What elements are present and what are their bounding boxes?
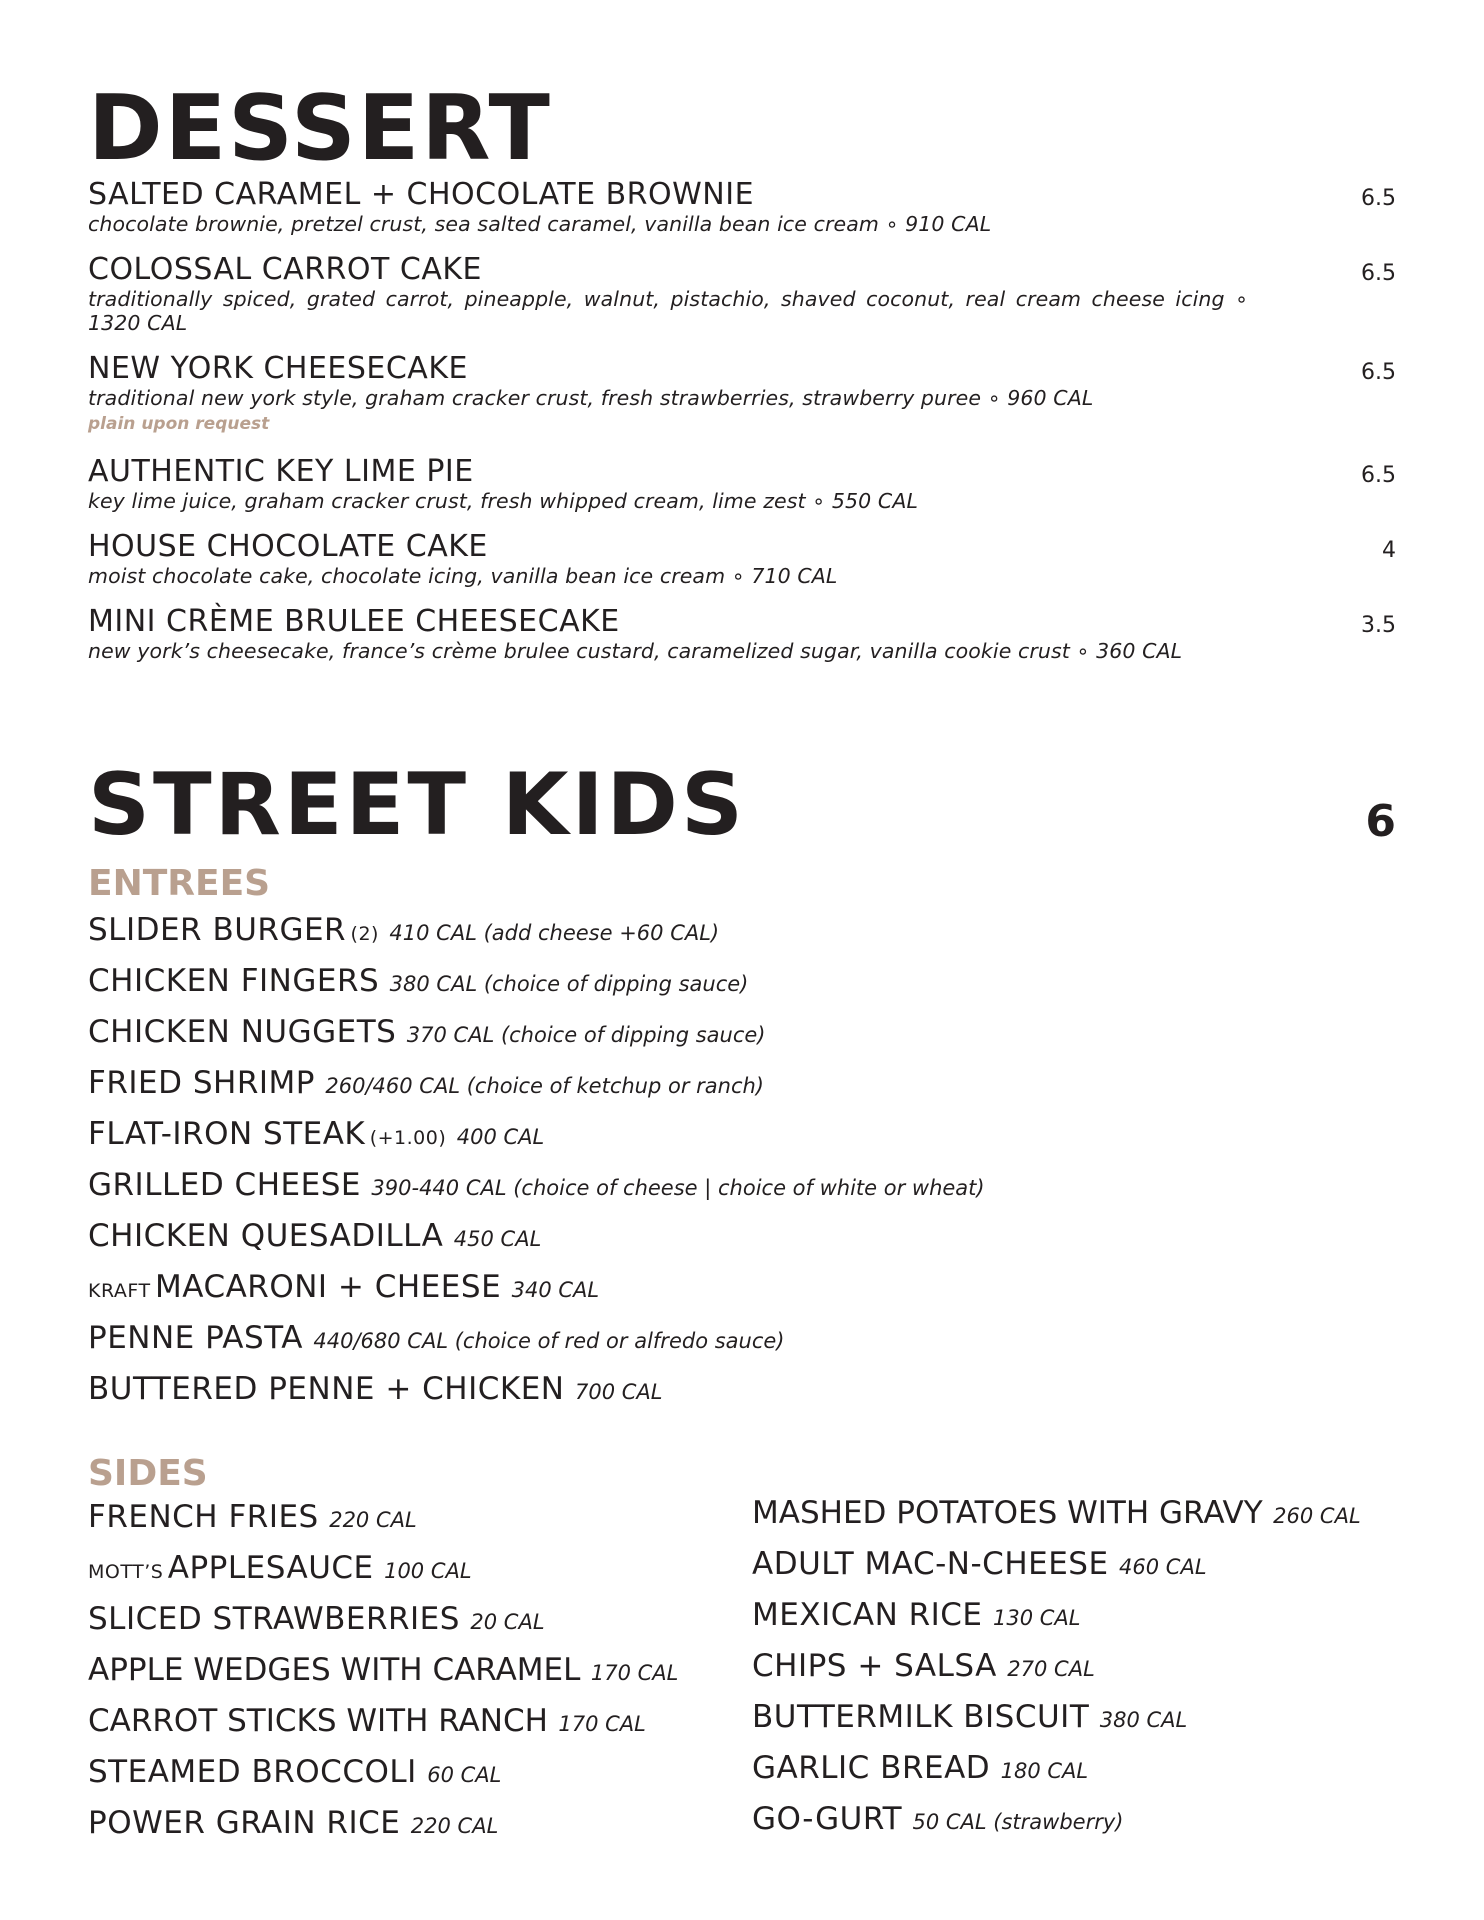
side-calories: 220 CAL <box>410 1814 499 1838</box>
dessert-name: COLOSSAL CARROT CAKE <box>88 252 482 287</box>
street-kids-price: 6 <box>1365 796 1396 847</box>
side-calories: 180 CAL <box>1000 1759 1089 1783</box>
side-name: APPLE WEDGES WITH CARAMEL <box>88 1652 581 1688</box>
dessert-name: MINI CRÈME BRULEE CHEESECAKE <box>88 604 620 639</box>
side-calories: 170 CAL <box>590 1661 679 1685</box>
side-item <box>752 1493 1361 1539</box>
entree-item <box>88 1318 785 1364</box>
side-calories: 380 CAL <box>1099 1708 1188 1732</box>
dessert-price: 3.5 <box>1361 613 1396 638</box>
entree-item <box>88 1012 765 1058</box>
menu-page <box>88 0 1396 1920</box>
dessert-item <box>88 455 1396 513</box>
entree-calories: 260/460 CAL (choice of ketchup or ranch) <box>325 1074 765 1098</box>
side-item <box>88 1752 501 1798</box>
entree-calories: 440/680 CAL (choice of red or alfredo sauce) <box>313 1329 785 1353</box>
side-brand: MOTT’S <box>88 1561 164 1583</box>
side-item <box>752 1799 1123 1845</box>
side-name: MASHED POTATOES WITH GRAVY <box>752 1495 1263 1531</box>
entree-calories: 340 CAL <box>511 1278 600 1302</box>
dessert-item <box>88 253 1396 335</box>
dessert-description: new york’s cheesecake, france’s crème brulee custard, caramelized sugar, vanilla cookie crust ∘ 360 CAL <box>88 639 1183 663</box>
entree-calories: 390-440 CAL (choice of cheese | choice of white or wheat) <box>371 1176 985 1200</box>
side-item <box>752 1544 1207 1590</box>
side-name: MEXICAN RICE <box>752 1597 983 1633</box>
dessert-item <box>88 605 1396 663</box>
side-item <box>752 1595 1080 1641</box>
dessert-name: AUTHENTIC KEY LIME PIE <box>88 454 474 489</box>
side-name: ADULT MAC-N-CHEESE <box>752 1546 1109 1582</box>
entree-name: FRIED SHRIMP <box>88 1065 315 1101</box>
dessert-name: SALTED CARAMEL + CHOCOLATE BROWNIE <box>88 177 755 212</box>
dessert-item <box>88 178 1396 236</box>
entree-calories: 400 CAL <box>456 1125 545 1149</box>
entree-name: GRILLED CHEESE <box>88 1167 361 1203</box>
side-item <box>752 1697 1187 1743</box>
entree-name: CHICKEN FINGERS <box>88 963 380 999</box>
dessert-item <box>88 530 1396 588</box>
entree-item <box>88 1369 662 1415</box>
entree-name: MACARONI + CHEESE <box>155 1269 502 1305</box>
dessert-description: moist chocolate cake, chocolate icing, vanilla bean ice cream ∘ 710 CAL <box>88 564 838 588</box>
dessert-description: traditionally spiced, grated carrot, pineapple, walnut, pistachio, shaved coconut, real cream cheese icing ∘ 1320 CAL <box>88 287 1248 335</box>
side-calories: 60 CAL <box>427 1763 502 1787</box>
side-name: CHIPS + SALSA <box>752 1648 997 1684</box>
side-item <box>88 1599 545 1645</box>
side-calories: 220 CAL <box>329 1508 417 1532</box>
dessert-name: NEW YORK CHEESECAKE <box>88 351 468 386</box>
side-name: GO-GURT <box>752 1801 903 1837</box>
dessert-price: 6.5 <box>1361 360 1396 385</box>
side-calories: 460 CAL <box>1119 1555 1207 1579</box>
entree-qualifier: (+1.00) <box>369 1127 447 1149</box>
dessert-item <box>88 352 1396 434</box>
entree-calories: 370 CAL (choice of dipping sauce) <box>406 1023 766 1047</box>
entree-calories: 410 CAL (add cheese +60 CAL) <box>389 921 720 945</box>
dessert-description: traditional new york style, graham cracker crust, fresh strawberries, strawberry puree ∘ 960 CAL <box>88 386 1094 410</box>
side-item <box>88 1701 646 1747</box>
entree-calories: 380 CAL (choice of dipping sauce) <box>389 972 749 996</box>
side-calories: 270 CAL <box>1007 1657 1095 1681</box>
dessert-price: 4 <box>1382 538 1396 563</box>
entree-item <box>88 910 719 956</box>
side-name: CARROT STICKS WITH RANCH <box>88 1703 548 1739</box>
entree-name: FLAT-IRON STEAK <box>88 1116 366 1152</box>
side-item <box>752 1748 1088 1794</box>
entree-name: PENNE PASTA <box>88 1320 303 1356</box>
entree-item <box>88 1063 764 1109</box>
side-name: POWER GRAIN RICE <box>88 1805 401 1841</box>
entree-name: CHICKEN NUGGETS <box>88 1014 397 1050</box>
side-item <box>88 1650 678 1696</box>
dessert-price: 6.5 <box>1361 186 1396 211</box>
side-item <box>88 1803 498 1849</box>
side-item <box>88 1497 417 1543</box>
side-calories: 260 CAL <box>1273 1504 1361 1528</box>
dessert-note: plain upon request <box>88 414 270 434</box>
entree-name: CHICKEN QUESADILLA <box>88 1218 444 1254</box>
sides-title: SIDES <box>88 1453 208 1494</box>
side-name: APPLESAUCE <box>167 1550 374 1586</box>
entree-name: SLIDER BURGER <box>88 912 347 948</box>
entrees-title: ENTREES <box>88 863 271 904</box>
side-calories: 170 CAL <box>558 1712 646 1736</box>
side-name: FRENCH FRIES <box>88 1499 319 1535</box>
entree-calories: 450 CAL <box>453 1227 542 1251</box>
street-kids-title: STREET KIDS <box>88 755 746 855</box>
entree-item <box>88 1267 599 1313</box>
side-name: STEAMED BROCCOLI <box>88 1754 417 1790</box>
side-calories: 50 CAL (strawberry) <box>912 1810 1124 1834</box>
entree-calories: 700 CAL <box>574 1380 663 1404</box>
dessert-price: 6.5 <box>1361 261 1396 286</box>
dessert-title: DESSERT <box>88 76 552 181</box>
dessert-name: HOUSE CHOCOLATE CAKE <box>88 529 488 564</box>
entree-item <box>88 1216 541 1262</box>
side-name: BUTTERMILK BISCUIT <box>752 1699 1090 1735</box>
entree-item <box>88 1165 985 1211</box>
dessert-description: key lime juice, graham cracker crust, fresh whipped cream, lime zest ∘ 550 CAL <box>88 489 918 513</box>
side-item <box>88 1548 472 1594</box>
dessert-price: 6.5 <box>1361 463 1396 488</box>
entree-item <box>88 1114 544 1160</box>
side-calories: 20 CAL <box>470 1610 545 1634</box>
entree-brand: KRAFT <box>88 1280 151 1302</box>
side-item <box>752 1646 1095 1692</box>
side-name: GARLIC BREAD <box>752 1750 991 1786</box>
dessert-description: chocolate brownie, pretzel crust, sea salted caramel, vanilla bean ice cream ∘ 910 CAL <box>88 212 992 236</box>
side-calories: 130 CAL <box>992 1606 1081 1630</box>
entree-name: BUTTERED PENNE + CHICKEN <box>88 1371 565 1407</box>
entree-item <box>88 961 748 1007</box>
side-name: SLICED STRAWBERRIES <box>88 1601 460 1637</box>
side-calories: 100 CAL <box>384 1559 472 1583</box>
entree-qualifier: (2) <box>350 923 379 945</box>
